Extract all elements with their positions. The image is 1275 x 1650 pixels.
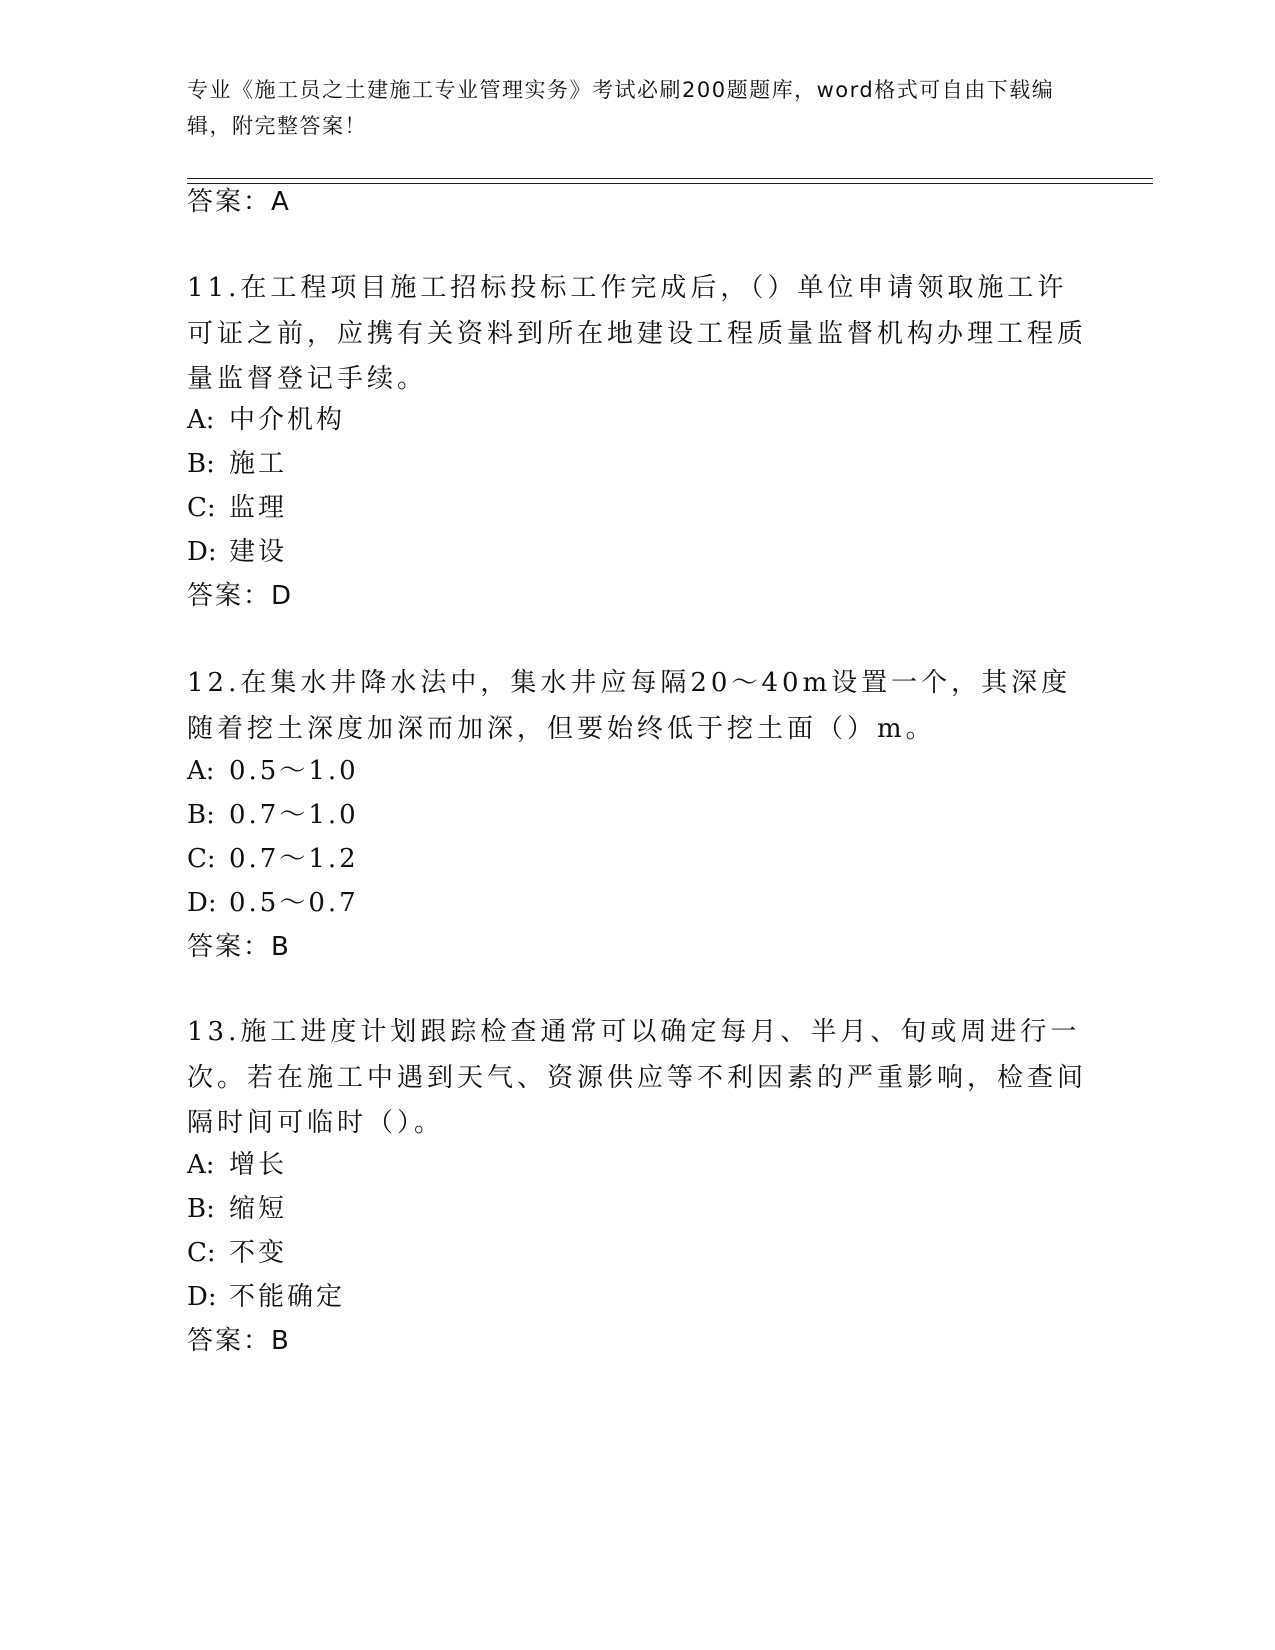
answer-label: 答案： [187, 581, 272, 611]
option-d [187, 881, 359, 926]
answer-label: 答案： [187, 187, 272, 217]
question-text: 施工进度计划跟踪检查通常可以确定每月、半月、旬或周进行一次。若在施工中遇到天气、资源供应等不利因素的严重影响，检查间隔时间可临时（）。 [187, 1017, 1088, 1138]
option-text: 0.7～1.0 [229, 800, 359, 830]
option-text: 0.7～1.2 [229, 844, 359, 874]
answer-line [187, 180, 291, 225]
option-text: 增长 [229, 1150, 288, 1180]
option-text: 0.5～0.7 [229, 888, 359, 918]
header-divider-bottom [187, 183, 1153, 184]
option-key: A: [187, 1150, 215, 1180]
option-d [187, 1275, 345, 1320]
option-key: A: [187, 756, 215, 786]
option-key: D: [187, 537, 217, 567]
option-key: C: [187, 844, 216, 874]
option-text: 不能确定 [229, 1282, 346, 1312]
option-key: B: [187, 449, 215, 479]
option-a [187, 749, 359, 794]
question-number: 12. [187, 668, 241, 698]
option-text: 缩短 [229, 1194, 288, 1224]
option-c [187, 1231, 287, 1276]
document-header-intro: 专业《施工员之土建施工专业管理实务》考试必刷200题题库，word格式可自由下载编辑，附完整答案！ [187, 78, 1055, 138]
header-divider-top [187, 178, 1153, 179]
answer-line [187, 574, 293, 619]
option-c [187, 837, 359, 882]
option-key: D: [187, 888, 217, 918]
option-key: B: [187, 1194, 215, 1224]
option-key: C: [187, 1238, 216, 1268]
answer-line [187, 925, 291, 970]
question-stem [187, 1010, 1087, 1147]
option-key: B: [187, 800, 215, 830]
option-key: D: [187, 1282, 217, 1312]
option-b [187, 442, 287, 487]
option-c [187, 486, 287, 531]
answer-value: B [271, 1326, 291, 1356]
answer-value: A [271, 187, 291, 217]
option-text: 0.5～1.0 [229, 756, 359, 786]
option-d [187, 530, 287, 575]
question-stem [187, 266, 1087, 403]
option-b [187, 793, 359, 838]
answer-value: B [271, 932, 291, 962]
option-text: 监理 [229, 493, 288, 523]
question-number: 11. [187, 273, 241, 303]
option-key: A: [187, 405, 215, 435]
answer-label: 答案： [187, 932, 272, 962]
option-a [187, 1143, 287, 1188]
option-text: 中介机构 [229, 405, 346, 435]
option-text: 不变 [229, 1238, 288, 1268]
option-text: 建设 [229, 537, 288, 567]
option-key: C: [187, 493, 216, 523]
answer-value: D [271, 581, 294, 611]
question-stem [187, 661, 1087, 752]
answer-line [187, 1319, 291, 1364]
question-text: 在集水井降水法中，集水井应每隔20～40m设置一个，其深度随着挖土深度加深而加深，但要始终低于挖土面（）m。 [187, 668, 1072, 744]
option-text: 施工 [229, 449, 288, 479]
option-a [187, 398, 345, 443]
question-text: 在工程项目施工招标投标工作完成后，（）单位申请领取施工许可证之前，应携有关资料到所在地建设工程质量监督机构办理工程质量监督登记手续。 [187, 273, 1088, 394]
answer-label: 答案： [187, 1326, 272, 1356]
question-number: 13. [187, 1017, 241, 1047]
option-b [187, 1187, 287, 1232]
